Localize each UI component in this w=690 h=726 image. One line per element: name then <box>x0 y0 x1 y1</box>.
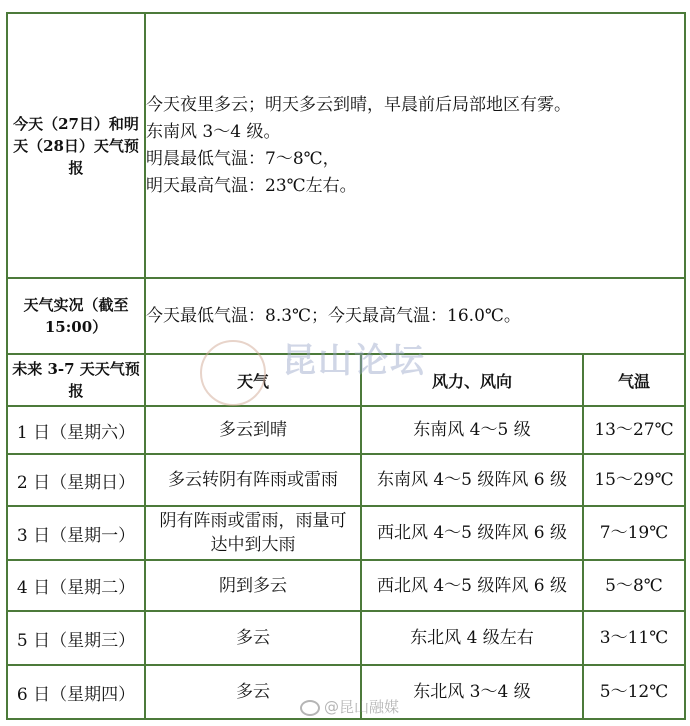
row-temp: 15～29℃ <box>583 454 685 506</box>
table-row <box>7 454 685 506</box>
table-row <box>7 611 685 665</box>
row-day: 5 日（星期三） <box>7 611 145 665</box>
row-temp: 3～11℃ <box>583 611 685 665</box>
row-day: 6 日（星期四） <box>7 665 145 719</box>
forecast-line: 今天夜里多云；明天多云到晴，早晨前后局部地区有雾。 <box>146 94 571 115</box>
row-weather: 多云转阴有阵雨或雷雨 <box>145 454 361 506</box>
forecast-label: 未来 3-7 天天气预报 <box>7 354 145 406</box>
source-credit <box>300 696 399 717</box>
row-weather: 阴到多云 <box>145 560 361 611</box>
forecast-line: 东南风 3～4 级。 <box>146 121 281 142</box>
row-wind: 西北风 4～5 级阵风 6 级 <box>361 560 583 611</box>
row-day: 3 日（星期一） <box>7 506 145 560</box>
weibo-icon <box>300 700 320 716</box>
today-tomorrow-label: 今天（27日）和明天（28日）天气预报 <box>7 13 145 278</box>
header-temp: 气温 <box>583 354 685 406</box>
forecast-line: 明晨最低气温：7～8℃， <box>146 148 340 169</box>
row-weather: 多云到晴 <box>145 406 361 454</box>
table-row <box>7 406 685 454</box>
today-tomorrow-forecast <box>145 13 685 278</box>
credit-text: @昆山融媒 <box>324 698 400 716</box>
header-wind: 风力、风向 <box>361 354 583 406</box>
row-temp: 5～12℃ <box>583 665 685 719</box>
header-weather: 天气 <box>145 354 361 406</box>
row-wind: 东南风 4～5 级 <box>361 406 583 454</box>
row-wind: 东南风 4～5 级阵风 6 级 <box>361 454 583 506</box>
row-weather: 多云 <box>145 611 361 665</box>
row-day: 4 日（星期二） <box>7 560 145 611</box>
observed-label: 天气实况（截至 15:00） <box>7 278 145 354</box>
row-day: 1 日（星期六） <box>7 406 145 454</box>
row-day: 2 日（星期日） <box>7 454 145 506</box>
row-temp: 7～19℃ <box>583 506 685 560</box>
watermark-text: 昆山论坛 <box>282 341 426 381</box>
row-temp: 13～27℃ <box>583 406 685 454</box>
observed-text: 今天最低气温：8.3℃；今天最高气温：16.0℃。 <box>145 278 685 354</box>
row-weather: 阴有阵雨或雷雨，雨量可达中到大雨 <box>145 506 361 560</box>
table-row <box>7 506 685 560</box>
today-tomorrow-row <box>7 13 685 278</box>
row-temp: 5～8℃ <box>583 560 685 611</box>
row-wind: 西北风 4～5 级阵风 6 级 <box>361 506 583 560</box>
row-wind: 东北风 4 级左右 <box>361 611 583 665</box>
row-weather: 多云 <box>145 665 361 719</box>
forecast-line: 明天最高气温：23℃左右。 <box>146 175 357 196</box>
row-wind: 东北风 3～4 级 <box>361 665 583 719</box>
table-row <box>7 560 685 611</box>
